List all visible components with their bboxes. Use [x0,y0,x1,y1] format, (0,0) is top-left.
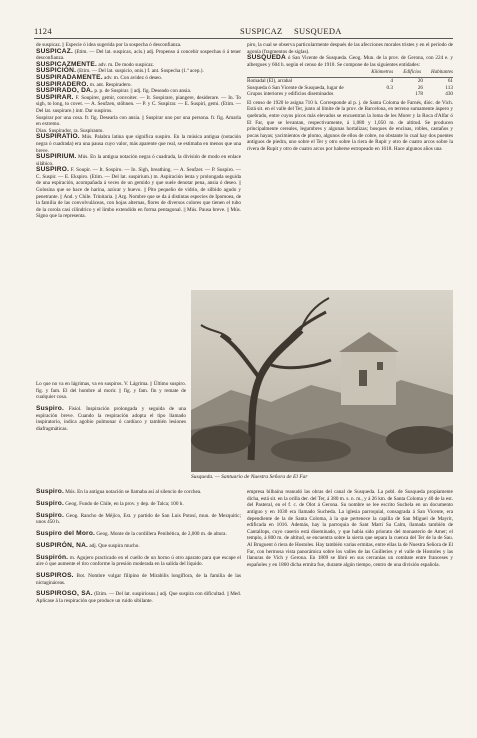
dictionary-entry [247,489,453,568]
entities-table [247,70,453,97]
entry-headword: SUSPICIÓN. [36,67,77,75]
photo-caption: Susqueda. — Santuario de Nuestra Señora de El Far [191,474,308,480]
header-rule [34,38,453,39]
dictionary-entry [36,513,241,526]
entry-text: Mús. En la antigua notación negra ó cuadrada, la división de modo en enlace silábico. [36,154,241,167]
entry-headword: Suspirón. [36,553,69,561]
dictionary-entry [36,591,241,604]
entry-text: ó San Vicente de Susqueda. Geog. Mun. de la prov. de Gerona, con 224 e. y albergues y 604 h. según el censo de 1910. Se compone de las siguientes entidades: [247,55,453,68]
table-cell-hab: 430 [445,91,453,98]
sanctuary-photo [191,290,453,472]
table-cell-km: 0.3 [386,84,393,91]
entry-text: adv. m. Con avidez ó deseo. [104,74,163,81]
right-column-bottom [247,484,453,720]
entry-headword: SUSPICAZ. [36,47,73,55]
entry-text: Mús. Palabra latina que significa suspiro. En la música antigua (notación negra ó cuadrada) era una pausa cuyo valor, más aparente que real, se estimaba en menos que una breve. [36,134,241,154]
table-cell-ed: 26 [417,84,423,91]
head-left-word: SUSPICAZ [240,26,283,36]
dictionary-entry [36,167,241,220]
table-col-habitantes: Habitantes [431,70,453,76]
entry-headword: Suspiro. [36,488,64,496]
table-col-km: Kilómetros [371,70,394,76]
entry-text: de suspicaz. || Especie ó idea sugerida por la sospecha ó desconfianza. [36,42,182,48]
entry-text: (Etim. — Del lat. suspiriosus.) adj. Que suspira con dificultad. || Med. Aplícase á la respiración que produce un ruido sibilante. [36,591,241,605]
table-row [247,91,453,98]
dictionary-entry [36,406,186,432]
entry-headword: SUSPIRIUM. [36,153,77,161]
table-cell-km: 4 [390,77,393,84]
dictionary-entry [36,95,241,115]
entry-text: Dían. Suspirador, ra. Suspiranto. [36,127,104,134]
page-number: 1124 [34,26,52,36]
entry-text: Bot. Nombre vulgar filipino de Mirabilis longiflora, de la familia de las nictagináceas. [36,573,241,586]
table-cell-hab: 61 [447,77,453,84]
table-header [247,70,453,78]
entry-headword: SUSPICAZMENTE. [36,60,98,68]
table-col-edificios: Edificios [403,70,422,76]
dictionary-entry [36,134,241,154]
entry-headword: Suspiro. [36,511,64,519]
entry-text: Geog. Monte de la cordillera Penibética, de 2,000 m. de altura. [96,531,227,538]
dictionary-entry [36,555,241,568]
head-right-word: SUSQUEDA [294,26,342,36]
entry-headword: SUSPIRADO, DA. [36,87,94,95]
entry-headword: Suspiro. [36,405,64,413]
entry-text: (Etim. — Del lat. suspicax, acis.) adj. Propenso á concebir sospechas ó á tener desconfianza. [36,48,241,62]
dictionary-entry [36,501,241,508]
entry-text: m. ant. Respiradero. [89,81,132,88]
dictionary-entry [36,489,241,496]
entry-text: m. Agujero practicado en el cuello de un horno ú otro aparato para que escape el aire ó que aumente el tiro conforme la presión moderada en la salida del líquido. [36,554,241,568]
entry-text: p. p. de Suspirar. || adj. fig. Deseado con ansia. [94,88,192,95]
entry-headword: Suspiro. [36,499,64,507]
dictionary-entry [36,543,241,550]
table-cell-name: Romadal (El), arrabal [247,77,293,84]
entry-text: Geog. Fundo de Chile, en la prov. y dep. de Talca; 100 h. [65,500,184,507]
table-cell-ed: 20 [417,77,423,84]
entry-text: empresa bilbaína reanudó las obras del canal de Susqueda. La pobl. de Susqueda propiamente dicha, está sit. en la orilla der. del Ter, á 380 m. s. n. m., y á 26 km. de Santa Coloma y 40 de la est. del Pasteral, en el f. c. de Olot á Gerona. Su nombre se lee escrito Suchela en un documento antiguo y en 1030 era llamado Sucheda. La iglesia parroquial, consagrada á San Vicente, era dependiente de la de Santa Coloma, á la que pertenece la capilla de San Miguel de Mayrit, edificada en 1016. Además, hay la parroquia de Sant Martí Sa Calm, llamada también de Cantallops, cuyo caserío está diseminado, y que había sido priorato del monasterio de Amer; el templo, á 800 m. de altitud, se encuentra sobre la sierra que separa la cuenca del Ter de la de Sau. Al Bruguent ó riera de Hostoles. Hay también varias ermitas, entre ellas la de Nuestra Señora de El Far, con hermosa vista panorámica sobre los valles de las Guilleries y el valle de Hostoles y las llanuras de Vich y Gerona. En 1809 se libró en sus cercanías un combate entre franceses y españoles y en 1860 dicha ermita fue, durante algún tiempo, centro de una división española. [247,489,453,568]
entry-headword: SUSPIRO. [36,166,70,174]
table-cell-hab: 113 [445,84,453,91]
dictionary-entry [247,100,453,153]
entry-text: (Etim. — Del lat. suspicio, onis.) f. ant. Sospecha (1.ª acep.). [77,68,204,75]
entry-text: Suspirar por una cosa. fr. fig. Desearla con ansia. || Suspirar uno por una persona. fr. fig. Amarla en extremo. [36,114,241,128]
entry-text: F. Soupir. — It. Sospiro. — In. Sigh, breathing. — A. Seufzer. — P. Suspiro. — C. Suspir. — E. Ekspiro. (Etim. — Del lat. suspirium.) m. Aspiración lenta y prolongada seguida de una espiración, acompañada á veces de un gemido y que suele denotar pena, ansia ó deseo. || Golosina que se hace de harina, azúcar y huevo. || Pito pequeño de vidrio, de silbido agudo y penetrante. || And. y Chile. Trinitaria. || Arg. Nombre que se da á distintas especies de Ipomoea, de la familia de las convolvuláceas, con hojas alternas, flores de diversos colores que tienen el tubo de la corola casi cilíndrico y el limbo extendido en forma pentagonal. || Mús. Pausa breve. || Mús. Signo que la representa. [36,167,241,220]
entry-text: Mús. En la antigua notación se llamaba así al silencio de corchea. [65,489,202,496]
entry-headword: SUSPIRADERO. [36,80,89,88]
entry-text: El censo de 1920 le asigna 710 h. Corresponde al p. j. de Santa Coloma de Farnés, dióc. de Vich. Está sit. en el valle del Ter, junto al límite de la prov. de Barcelona, en terreno sumamente áspero y quebrado, entre cuyos picos más elevados se encuentran la loma de les Morer y la Roca d'Alfar ó El Far, que se levantan, respectivamente, á 1,080 y 1,050 m. de altitud. Se producen principalmente cereales, legumbres y algunas hortalizas; bosques de encinas, robles, castaños y pocas hayas; yacimientos de plomo, algunos de ellos de cobre, no obstante lo cual hay dos puentes antiguos de piedra, uno sobre el Ter y otro sobre la riera de Rupit y otro de cuatro arcos sobre la rivera de Rupit y otro de cuatro arcos por haberse estropeado en 1618. Hace algunos años una [247,99,453,152]
dictionary-entry [36,381,186,401]
entry-headword: SUSPIRÓN, NA. [36,541,89,549]
dictionary-entry [36,531,241,538]
entry-text: Fisiol. Inspiración prolongada y seguida de una espiración breve. Cuando la respiración adopta el tipo llamado inspiratorio, indica agobio pulmonar ó cardíaco y también lesiones diafragmáticas. [36,406,186,432]
entry-text: Lo que no va en lágrimas, va en suspiros. V. Lágrima. || Último suspiro. fig. y fam. El del hombre al morir. || fig. y fam. fin y remate de cualquier cosa. [36,381,186,401]
entry-text: F. Soupirer, gemir, convoiter. — It. Sospirare, piangere, desiderare. — In. To sigh, to long, to covet. — A. Seufzen, stöhnen. — P. y C. Suspirar. — E. Suspiri, gemi. (Etim. — Del lat. suspirare.) intr. Dar suspiros. [36,94,241,114]
running-head [34,26,453,38]
entry-headword: SUSPIRADAMENTE. [36,73,103,81]
entry-headword: SUSPIROSO, SA. [36,590,93,598]
entry-text: adj. Que suspira mucho. [89,542,140,549]
left-column-middle [36,376,186,484]
table-cell-name: Susqueda ó San Vicente de Susqueda, lugar de [247,84,344,91]
entry-text: Geog. Rancho de Méjico, Est. y partido de San Luis Potosí, mun. de Mezquitic; unos 450 h. [36,512,241,526]
entry-text: piro, la cual se observa particularmente después de las afecciones morales tristes y en el período de agonía (fragmentos de siglas). [247,42,453,55]
left-column-bottom [36,484,241,720]
dictionary-entry [36,115,241,128]
entry-headword: Suspiro del Moro. [36,530,96,538]
entry-headword: SUSPIRAR. [36,93,74,101]
entry-headword: SUSPIRATIO. [36,133,80,141]
dictionary-entry [247,55,453,68]
entry-headword: SUSQUEDA [247,54,286,62]
entry-headword: SUSPIROS. [36,572,74,580]
table-cell-name: Grupos interiores y edificios diseminados [247,91,334,98]
right-column-top [247,42,453,314]
dictionary-entry [36,573,241,586]
table-cell-km [363,91,393,98]
entry-text: adv. m. De modo suspicaz. [98,61,155,68]
table-cell-ed: 178 [415,91,423,98]
table-row [247,78,453,85]
